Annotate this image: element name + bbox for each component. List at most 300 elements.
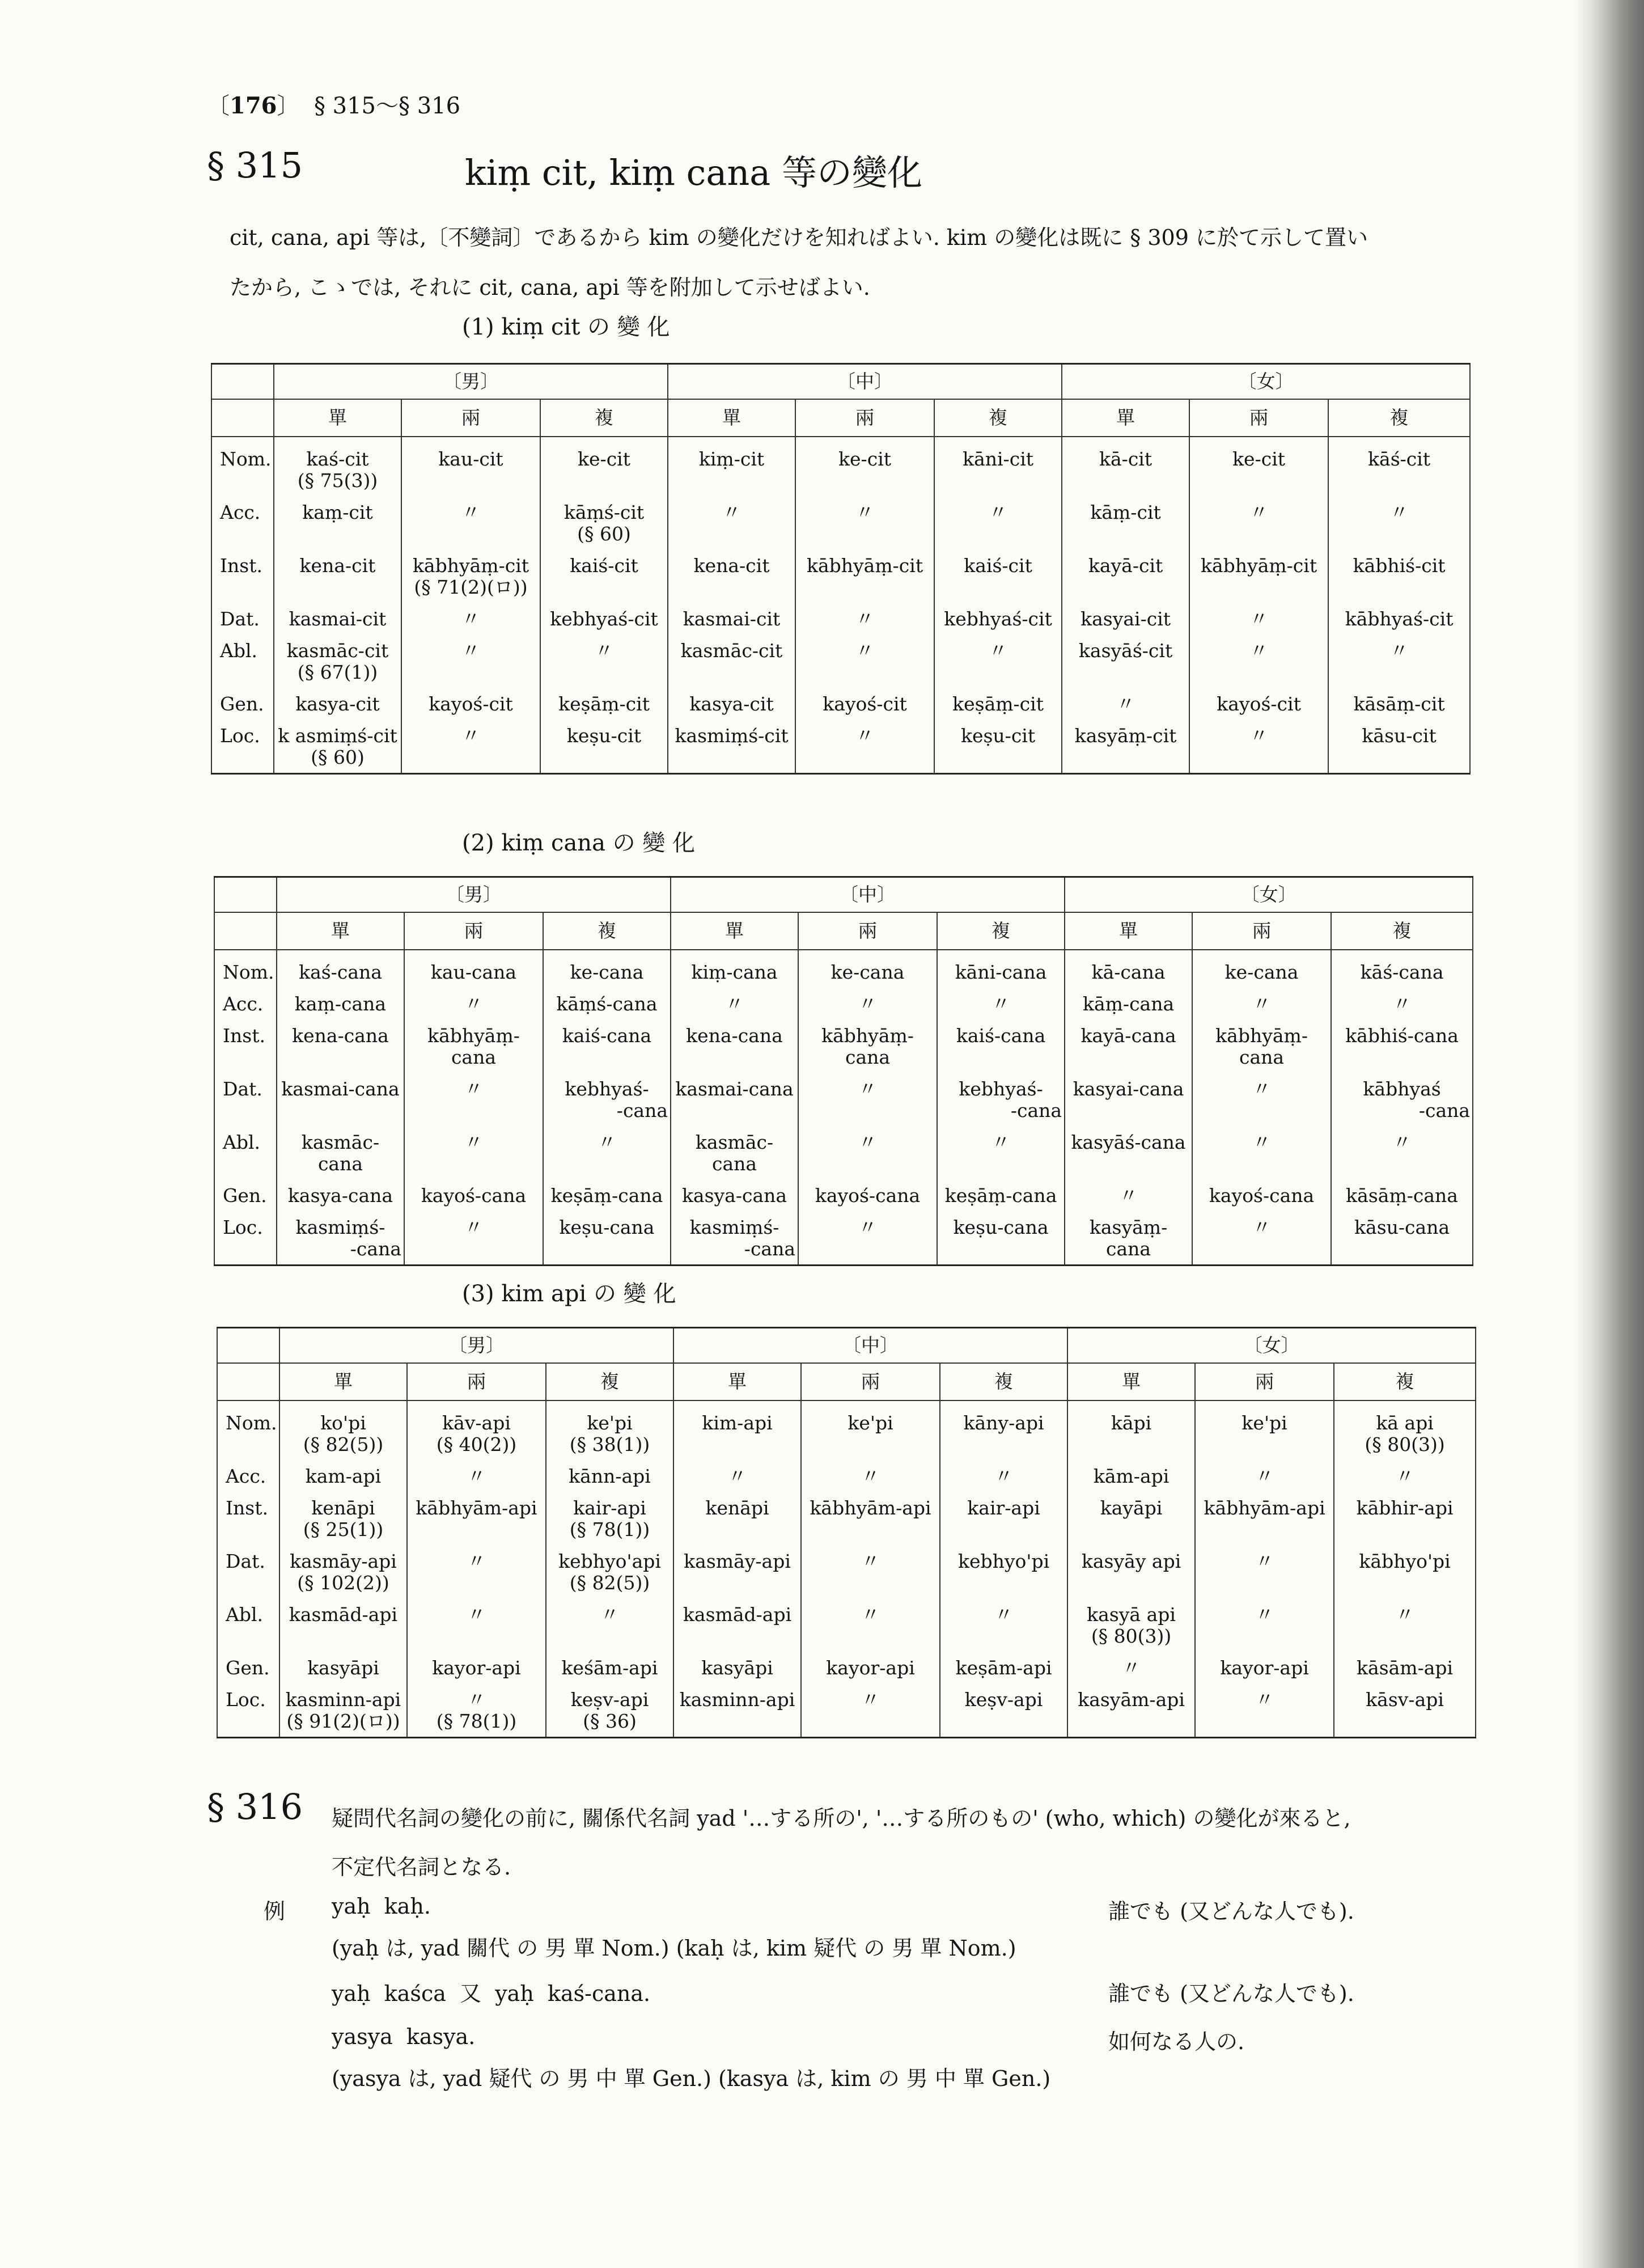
table-cell	[1189, 688, 1328, 720]
table-cell	[1192, 1126, 1331, 1179]
cell-form: 〃	[725, 993, 744, 1015]
cell-form: 〃	[1392, 1131, 1412, 1153]
cell-form: ke'pi	[1242, 1412, 1287, 1434]
table-cell	[1334, 1460, 1476, 1492]
gender-header: 〔女〕	[1067, 1328, 1476, 1364]
cell-form: 〃	[1255, 1603, 1274, 1626]
cell-form: kāṃ-cana	[1082, 993, 1175, 1015]
cell-form: kayāpi	[1100, 1497, 1163, 1519]
cell-form: kasya-cit	[295, 693, 380, 715]
cell-form: keṣu-cit	[960, 725, 1036, 747]
cell-form: kasyām-api	[1078, 1689, 1185, 1711]
cell-form: kau-cana	[430, 961, 517, 983]
gender-header: 〔男〕	[279, 1328, 673, 1364]
table-cell	[937, 950, 1065, 988]
cell-form: 〃	[1395, 1465, 1414, 1487]
table-cell	[546, 1400, 673, 1460]
table-cell	[934, 688, 1062, 720]
page-scan-edge-shadow	[1576, 0, 1644, 2268]
table-cell	[801, 1400, 940, 1460]
cell-form: kasmai-cana	[675, 1078, 794, 1100]
cell-form: kāsv-api	[1366, 1689, 1444, 1711]
case-label: Loc.	[214, 1211, 277, 1266]
table-row	[214, 1126, 1473, 1179]
table-cell	[798, 1179, 937, 1211]
table-cell	[937, 1211, 1065, 1266]
table-cell	[940, 1400, 1067, 1460]
cell-form: kābhyāṃ-cit	[1201, 555, 1317, 577]
gender-header: 〔男〕	[277, 877, 671, 913]
cell-form: kāsāṃ-cit	[1353, 693, 1445, 715]
cell-form: 〃	[855, 725, 875, 747]
cell-note: -cana	[616, 1099, 668, 1122]
cell-note: (§ 38(1))	[569, 1433, 650, 1455]
cell-form: kasyāy api	[1081, 1550, 1181, 1572]
cell-form: kābhyaś-cit	[1345, 608, 1454, 630]
cell-form: kasmāc-cit	[680, 640, 783, 662]
cell-form: 〃	[595, 640, 614, 662]
number-header: 單	[668, 399, 795, 437]
cell-form: 〃	[1252, 993, 1272, 1015]
intro-line-2: たから, こゝでは, それに cit, cana, api 等を附加して示せばよい.	[230, 275, 870, 300]
cell-form: 〃	[992, 993, 1011, 1015]
cell-form: kayā-cana	[1081, 1025, 1176, 1047]
table-cell	[274, 603, 401, 634]
cell-note: (§ 80(3))	[1365, 1433, 1445, 1455]
cell-form: kasmāy-api	[290, 1550, 397, 1572]
cell-form: kaṃ-cit	[302, 501, 373, 523]
table-cell	[543, 1019, 671, 1073]
cell-form: kāni-cana	[955, 961, 1047, 983]
cell-form: 〃	[858, 993, 878, 1015]
cell-form: kāsu-cit	[1362, 725, 1437, 747]
case-label: Gen.	[211, 688, 274, 720]
number-header: 單	[277, 912, 404, 950]
table-cell	[671, 1179, 798, 1211]
cell-form: kābhyām-api	[1204, 1497, 1325, 1519]
page-number: 176	[230, 92, 277, 119]
table-row	[214, 988, 1473, 1019]
table-cell	[404, 1179, 543, 1211]
table-cell	[798, 1126, 937, 1179]
table-cell	[1334, 1400, 1476, 1460]
gender-header-row	[211, 364, 1470, 400]
cell-form: kāṃś-cana	[556, 993, 658, 1015]
table-cell	[801, 1683, 940, 1738]
corner-cell	[214, 912, 277, 950]
cell-form: kasya-cit	[689, 693, 774, 715]
cell-form: kam-api	[305, 1465, 382, 1487]
table-row	[217, 1598, 1476, 1652]
cell-form: 〃	[464, 993, 483, 1015]
corner-cell	[217, 1363, 279, 1400]
cell-form: kasmai-cit	[289, 608, 387, 630]
cell-form: 〃	[464, 1078, 483, 1100]
example-translation: 誰でも (又どんな人でも).	[1108, 1899, 1354, 1924]
cell-form: 〃	[1122, 1657, 1141, 1679]
cell-form: keṣāṃ-cana	[944, 1184, 1057, 1207]
table-cell	[1328, 720, 1470, 774]
cell-form: kayoś-cana	[1209, 1184, 1315, 1207]
table-cell	[934, 437, 1062, 496]
cell-form: kasmāc-cit	[286, 640, 389, 662]
table-cell	[1192, 1073, 1331, 1126]
case-label: Gen.	[217, 1652, 279, 1683]
table-cell	[937, 988, 1065, 1019]
cell-form: 〃	[464, 1131, 483, 1153]
cell-form: kānn-api	[569, 1465, 651, 1487]
cell-form: keṣv-api	[964, 1689, 1043, 1711]
number-header: 單	[671, 912, 798, 950]
cell-form: kasya-cana	[287, 1184, 393, 1207]
table-cell	[274, 720, 401, 774]
cell-form: 〃	[1252, 1131, 1272, 1153]
cell-form: kau-cit	[438, 448, 503, 470]
case-label: Loc.	[217, 1683, 279, 1738]
example-label: 例	[264, 1899, 286, 1924]
table-cell	[1189, 634, 1328, 688]
table-cell	[795, 437, 934, 496]
table-cell	[1067, 1545, 1195, 1598]
cell-form: 〃	[858, 1131, 878, 1153]
cell-form: kayoś-cit	[1217, 693, 1301, 715]
table-row	[214, 1211, 1473, 1266]
table-cell	[1067, 1598, 1195, 1652]
cell-form: 〃	[855, 608, 875, 630]
table-cell	[407, 1598, 546, 1652]
table-cell	[668, 496, 795, 549]
cell-form: kaiś-cana	[956, 1025, 1046, 1047]
cell-form: kāṃ-cit	[1090, 501, 1161, 523]
table-cell	[274, 437, 401, 496]
cell-note: -cana	[350, 1238, 401, 1260]
table-cell	[673, 1683, 801, 1738]
table-cell	[1195, 1492, 1334, 1545]
cell-form: 〃	[467, 1689, 486, 1711]
cell-form: kasmiṃś-cit	[675, 725, 789, 747]
example-line: yaḥ kaśca 又 yaḥ kaś-cana.	[332, 1981, 651, 2006]
declension-table-kim-api	[217, 1327, 1476, 1738]
table-cell	[1331, 1126, 1473, 1179]
cell-form: kasyāṃ-cit	[1074, 725, 1177, 747]
case-label: Dat.	[214, 1073, 277, 1126]
table-cell	[673, 1400, 801, 1460]
cell-form: 〃	[598, 1131, 617, 1153]
table-cell	[1328, 634, 1470, 688]
cell-form: kasyā api	[1087, 1603, 1176, 1626]
cell-form: ke-cit	[838, 448, 892, 470]
table-cell	[540, 437, 668, 496]
table-cell	[1065, 1179, 1192, 1211]
table-cell	[1334, 1545, 1476, 1598]
table-cell	[401, 688, 540, 720]
declension-table-kim-cana	[214, 876, 1473, 1266]
table-row	[217, 1492, 1476, 1545]
cell-form: ke'pi	[848, 1412, 893, 1434]
cell-form: kā api	[1376, 1412, 1434, 1434]
page-header: 〔176〕 § 315～§ 316	[207, 92, 461, 119]
table-cell	[1331, 1211, 1473, 1266]
table-cell	[795, 603, 934, 634]
table-cell	[1192, 1211, 1331, 1266]
table-cell	[404, 1073, 543, 1126]
table-cell	[540, 549, 668, 603]
table-cell	[407, 1683, 546, 1738]
cell-form: 〃	[858, 1216, 878, 1238]
cell-form: kenāpi	[705, 1497, 769, 1519]
table-cell	[401, 549, 540, 603]
number-header: 複	[1334, 1363, 1476, 1400]
cell-note: (§ 40(2))	[436, 1433, 517, 1455]
cell-form: kaś-cit	[306, 448, 369, 470]
table-cell	[798, 1019, 937, 1073]
cell-form: 〃	[1255, 1689, 1274, 1711]
example-translation: 如何なる人の.	[1108, 2029, 1245, 2054]
table-cell	[1067, 1652, 1195, 1683]
table-cell	[1192, 988, 1331, 1019]
section-title: kiṃ cit, kiṃ cana 等の變化	[465, 152, 922, 193]
cell-form: kim-api	[702, 1412, 773, 1434]
table-cell	[940, 1598, 1067, 1652]
example-note: (yasya は, yad 疑代 の 男 中 單 Gen.) (kasya は, kim の 男 中 單 Gen.)	[332, 2066, 1051, 2091]
table-cell	[940, 1683, 1067, 1738]
example-line: yasya kasya.	[332, 2024, 476, 2049]
case-label: Loc.	[211, 720, 274, 774]
gender-header: 〔中〕	[671, 877, 1065, 913]
cell-form: kebhyo'api	[558, 1550, 661, 1572]
table-row	[214, 950, 1473, 988]
table-cell	[546, 1652, 673, 1683]
cell-form: kābhyaś	[1363, 1078, 1441, 1100]
table-cell	[934, 603, 1062, 634]
gender-header: 〔中〕	[668, 364, 1062, 400]
example-translation: 誰でも (又どんな人でも).	[1108, 1981, 1354, 2006]
cell-form: kābhiś-cit	[1353, 555, 1446, 577]
cell-form: kasyai-cit	[1081, 608, 1171, 630]
cell-form: keṣu-cit	[566, 725, 642, 747]
table-cell	[274, 688, 401, 720]
cell-form: ko'pi	[320, 1412, 366, 1434]
cell-form: kair-api	[573, 1497, 646, 1519]
table-cell	[934, 496, 1062, 549]
number-header: 複	[937, 912, 1065, 950]
cell-form: kā-cana	[1091, 961, 1166, 983]
table-row	[211, 634, 1470, 688]
table-cell	[1334, 1492, 1476, 1545]
gender-header: 〔中〕	[673, 1328, 1067, 1364]
table-cell	[795, 634, 934, 688]
cell-form: kayā-cit	[1088, 555, 1163, 577]
cell-note: -cana	[744, 1238, 796, 1260]
cell-form: 〃	[467, 1603, 486, 1626]
cell-note: (§ 102(2))	[297, 1572, 389, 1594]
cell-form: kena-cana	[686, 1025, 783, 1047]
case-label: Abl.	[211, 634, 274, 688]
cell-form: kāsām-api	[1357, 1657, 1454, 1679]
table-cell	[1067, 1400, 1195, 1460]
table-cell	[279, 1492, 407, 1545]
number-header: 複	[546, 1363, 673, 1400]
cell-note: (§ 36)	[583, 1710, 637, 1732]
cell-form: kābhyāṃ-cana	[1215, 1025, 1308, 1068]
table-cell	[540, 603, 668, 634]
cell-form: kasyai-cana	[1073, 1078, 1184, 1100]
cell-form: 〃	[1249, 725, 1269, 747]
table-cell	[543, 1211, 671, 1266]
table-cell	[279, 1545, 407, 1598]
table-cell	[671, 1073, 798, 1126]
cell-form: kebhyo'pi	[957, 1550, 1050, 1572]
cell-form: kena-cit	[693, 555, 770, 577]
cell-note: (§ 82(5))	[303, 1433, 384, 1455]
table-cell	[543, 1179, 671, 1211]
cell-form: 〃	[855, 640, 875, 662]
table-cell	[1062, 437, 1189, 496]
cell-form: keṣāṃ-cit	[952, 693, 1044, 715]
cell-note: (§ 82(5))	[569, 1572, 650, 1594]
cell-form: kābhyāṃ-cana	[821, 1025, 914, 1068]
number-header: 兩	[798, 912, 937, 950]
cell-form: kāny-api	[963, 1412, 1044, 1434]
table-cell	[801, 1460, 940, 1492]
cell-form: kāṃś-cit	[563, 501, 645, 523]
cell-form: kāv-api	[442, 1412, 511, 1434]
table-cell	[404, 1126, 543, 1179]
cell-form: kasyāś-cana	[1071, 1131, 1186, 1153]
gender-header: 〔男〕	[274, 364, 668, 400]
table-row	[211, 437, 1470, 496]
case-label: Inst.	[217, 1492, 279, 1545]
table-cell	[404, 1019, 543, 1073]
table-cell	[1328, 603, 1470, 634]
cell-form: kasmai-cit	[683, 608, 781, 630]
table-cell	[1189, 720, 1328, 774]
case-label: Inst.	[211, 549, 274, 603]
cell-form: kasmād-api	[683, 1603, 792, 1626]
cell-form: kasmiṃś-	[689, 1216, 779, 1238]
case-label: Inst.	[214, 1019, 277, 1073]
table-row	[211, 688, 1470, 720]
table-cell	[543, 1073, 671, 1126]
cell-form: kayoś-cit	[823, 693, 907, 715]
table-cell	[801, 1545, 940, 1598]
cell-form: keṣv-api	[570, 1689, 649, 1711]
case-label: Nom.	[217, 1400, 279, 1460]
cell-form: 〃	[461, 640, 480, 662]
cell-form: kasyāś-cit	[1078, 640, 1173, 662]
table-cell	[671, 1019, 798, 1073]
cell-note: (§ 25(1))	[303, 1518, 384, 1541]
cell-form: kenāpi	[311, 1497, 375, 1519]
cell-form: kasminn-api	[285, 1689, 401, 1711]
table-cell	[546, 1598, 673, 1652]
table-cell	[671, 1126, 798, 1179]
section-316-text	[332, 1794, 1465, 1892]
section-315-intro	[230, 213, 1454, 312]
table-cell	[668, 634, 795, 688]
table-cell	[277, 1211, 404, 1266]
table-row	[217, 1400, 1476, 1460]
cell-form: 〃	[467, 1550, 486, 1572]
gender-header: 〔女〕	[1062, 364, 1470, 400]
number-header: 兩	[1192, 912, 1331, 950]
cell-note: (§ 91(2)(ロ))	[286, 1710, 400, 1732]
cell-form: kāsāṃ-cana	[1346, 1184, 1458, 1207]
cell-form: kāś-cana	[1360, 961, 1444, 983]
case-label: Acc.	[214, 988, 277, 1019]
cell-form: 〃	[861, 1689, 880, 1711]
cell-form: kābhyāṃ-cit	[806, 555, 923, 577]
cell-form: kebhyaś-	[565, 1078, 649, 1100]
case-label: Acc.	[217, 1460, 279, 1492]
cell-note: (§ 67(1))	[297, 661, 378, 683]
cell-form: ke-cana	[570, 961, 644, 983]
cell-form: 〃	[1389, 640, 1409, 662]
cell-form: kābhyāṃ-cit	[412, 555, 529, 577]
cell-form: 〃	[1255, 1550, 1274, 1572]
cell-form: kām-api	[1093, 1465, 1170, 1487]
table-row	[217, 1683, 1476, 1738]
cell-form: kaiś-cana	[562, 1025, 652, 1047]
cell-note: (§ 60)	[577, 523, 631, 545]
number-header: 單	[673, 1363, 801, 1400]
number-header: 單	[1067, 1363, 1195, 1400]
cell-form: ke-cana	[1224, 961, 1299, 983]
cell-form: keṣām-api	[955, 1657, 1052, 1679]
cell-note: (§ 75(3))	[297, 469, 378, 492]
table-cell	[1062, 720, 1189, 774]
cell-form: kaiś-cit	[570, 555, 638, 577]
cell-form: 〃	[989, 640, 1008, 662]
table-cell	[277, 950, 404, 988]
cell-form: kiṃ-cit	[698, 448, 765, 470]
case-label: Abl.	[214, 1126, 277, 1179]
cell-form: kasmāc-cana	[301, 1131, 380, 1175]
cell-form: keṣāṃ-cana	[550, 1184, 663, 1207]
table-cell	[937, 1179, 1065, 1211]
cell-note: -cana	[1010, 1099, 1062, 1122]
table-cell	[671, 988, 798, 1019]
cell-form: kāsu-cana	[1354, 1216, 1450, 1238]
cell-form: 〃	[861, 1603, 880, 1626]
table-cell	[546, 1545, 673, 1598]
table-cell	[1192, 1019, 1331, 1073]
cell-form: 〃	[600, 1603, 620, 1626]
table-cell	[1067, 1683, 1195, 1738]
table-cell	[543, 950, 671, 988]
case-label: Abl.	[217, 1598, 279, 1652]
cell-form: kāś-cit	[1368, 448, 1431, 470]
cell-form: kayoś-cana	[815, 1184, 921, 1207]
table-3-caption: (3) kim api の 變 化	[462, 1281, 676, 1307]
number-header: 兩	[1189, 399, 1328, 437]
cell-form: 〃	[1249, 608, 1269, 630]
table-cell	[1334, 1683, 1476, 1738]
table-cell	[671, 1211, 798, 1266]
case-label: Nom.	[211, 437, 274, 496]
cell-note: (§ 60)	[311, 746, 365, 768]
cell-form: 〃	[728, 1465, 747, 1487]
cell-form: kayoś-cana	[421, 1184, 527, 1207]
table-cell	[1331, 950, 1473, 988]
table-cell	[279, 1598, 407, 1652]
section-number: § 315	[207, 145, 303, 186]
cell-form: 〃	[1249, 501, 1269, 523]
cell-form: kayor-api	[1220, 1657, 1309, 1679]
table-cell	[934, 634, 1062, 688]
table-cell	[671, 950, 798, 988]
intro-line-1: cit, cana, api 等は,〔不變詞〕であるから kim の變化だけを知ればよい. kim の變化は既に § 309 に於て示して置い	[230, 225, 1368, 250]
